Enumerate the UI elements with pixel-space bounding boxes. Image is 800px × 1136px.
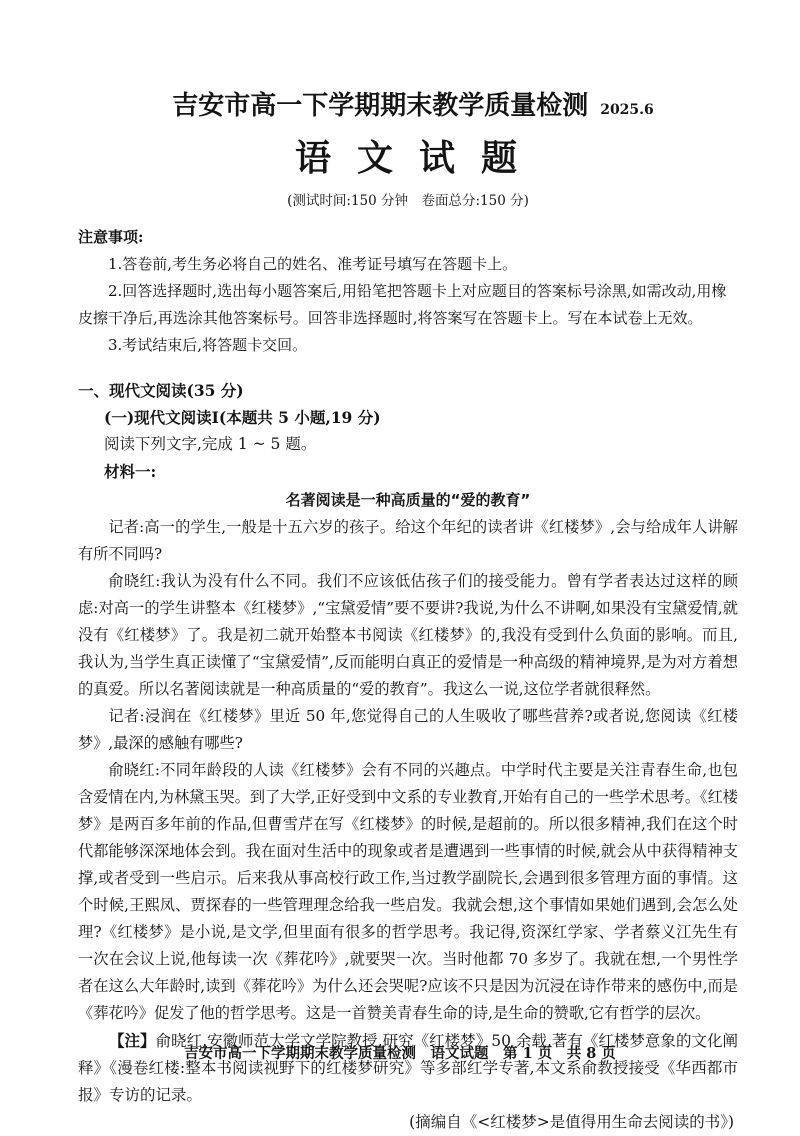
article-title: 名著阅读是一种高质量的“爱的教育” <box>285 491 531 509</box>
subject-title: 语文试题 <box>294 137 543 179</box>
time-info: (测试时间:150 分钟 卷面总分:150 分) <box>287 193 529 209</box>
article-paragraph: 俞晓红:不同年龄段的人读《红楼梦》会有不同的兴趣点。中学时代主要是关注青春生命,也包含爱情在内,为林黛玉哭。到了大学,正好受到中文系的专业教育,开始有自己的一些学术思考。《红楼梦》是两百多年前的作品,但曹雪芹在写《红楼梦》的时候,是超前的。所以很多精神,我们在这个时代都能够深深地体会到。我在面对生活中的现象或者是遭遇到一些事情的时候,就会从中获得精神支撑,或者受到一些启示。后来我从事高校行政工作,当过教学副院长,会遇到很多管理方面的事情。这个时候,王熙凤、贾探春的一些管理理念给我一些启发。我就会想,这个事情如果她们遇到,会怎么处理?《红楼梦》是小说,是文学,但里面有很多的哲学思考。我记得,资深红学家、学者蔡义江先生有一次在会议上说,他每读一次《葬花吟》,就要哭一次。当时他都 70 多岁了。我就在想,一个男性学者在这么大年龄时,读到《葬花吟》为什么还会哭呢?应该不只是因为沉浸在诗作带来的感伤中,而是《葬花吟》促发了他的哲学思考。这是一首赞美青春生命的诗,是生命的赞歌,它有哲学的层次。 <box>78 761 738 1022</box>
article-paragraph: 记者:高一的学生,一般是十五六岁的孩子。给这个年纪的读者讲《红楼梦》,会与给成年人讲解有所不同吗? <box>78 518 738 563</box>
notes-heading: 注意事项: <box>78 228 144 246</box>
reading-instruction: 阅读下列文字,完成 1 ~ 5 题。 <box>104 435 317 453</box>
article-body <box>78 514 738 1027</box>
note-item: 3.考试结束后,将答题卡交回。 <box>108 336 308 354</box>
note-label: 【注】 <box>109 1031 156 1050</box>
note-text: 俞晓红,安徽师范大学文学院教授,研究《红楼梦》50 余载,著有《红楼梦意象的文化阐释》《漫卷红楼:整本书阅读视野下的红楼梦研究》等多部红学专著,本文系俞教授接受《华西都市报》专访的记录。 <box>78 1032 738 1104</box>
note-item: 1.答卷前,考生务必将自己的姓名、准考证号填写在答题卡上。 <box>108 255 518 273</box>
part-heading: (一)现代文阅读Ⅰ(本题共 5 小题,19 分) <box>104 408 381 427</box>
exam-title: 吉安市高一下学期期末教学质量检测 <box>172 91 589 121</box>
notes-block <box>78 224 738 359</box>
page-footer: 吉安市高一下学期期末教学质量检测 语文试题 第 1 页 共 8 页 <box>184 1045 616 1062</box>
article-paragraph: 俞晓红:我认为没有什么不同。我们不应该低估孩子们的接受能力。曾有学者表达过这样的顾虑:对高一的学生讲整本《红楼梦》,“宝黛爱情”要不要讲?我说,为什么不讲啊,如果没有宝黛爱情,就没有《红楼梦》了。我是初二就开始整本书阅读《红楼梦》的,我没有受到什么负面的影响。而且,我认为,当学生真正读懂了“宝黛爱情”,反而能明白真正的爱情是一种高级的精神境界,是为对方着想的真爱。所以名著阅读就是一种高质量的“爱的教育”。我这么一说,这位学者就很释然。 <box>78 572 738 698</box>
exam-date: 2025.6 <box>600 102 654 118</box>
article-paragraph: 记者:浸润在《红楼梦》里近 50 年,您觉得自己的人生吸收了哪些营养?或者说,您阅读《红楼梦》,最深的感触有哪些? <box>78 707 738 752</box>
note-item: 2.回答选择题时,选出每小题答案后,用铅笔把答题卡上对应题目的答案标号涂黑,如需改动,用橡皮擦干净后,再选涂其他答案标号。回答非选择题时,将答案写在答题卡上。写在本试卷上无效。 <box>78 282 727 327</box>
exam-title-line <box>88 88 738 128</box>
section-heading: 一、现代文阅读(35 分) <box>78 381 244 400</box>
material-label: 材料一: <box>104 462 157 481</box>
article-source: (摘编自《<红楼梦>是值得用生命去阅读的书》) <box>409 1113 734 1131</box>
